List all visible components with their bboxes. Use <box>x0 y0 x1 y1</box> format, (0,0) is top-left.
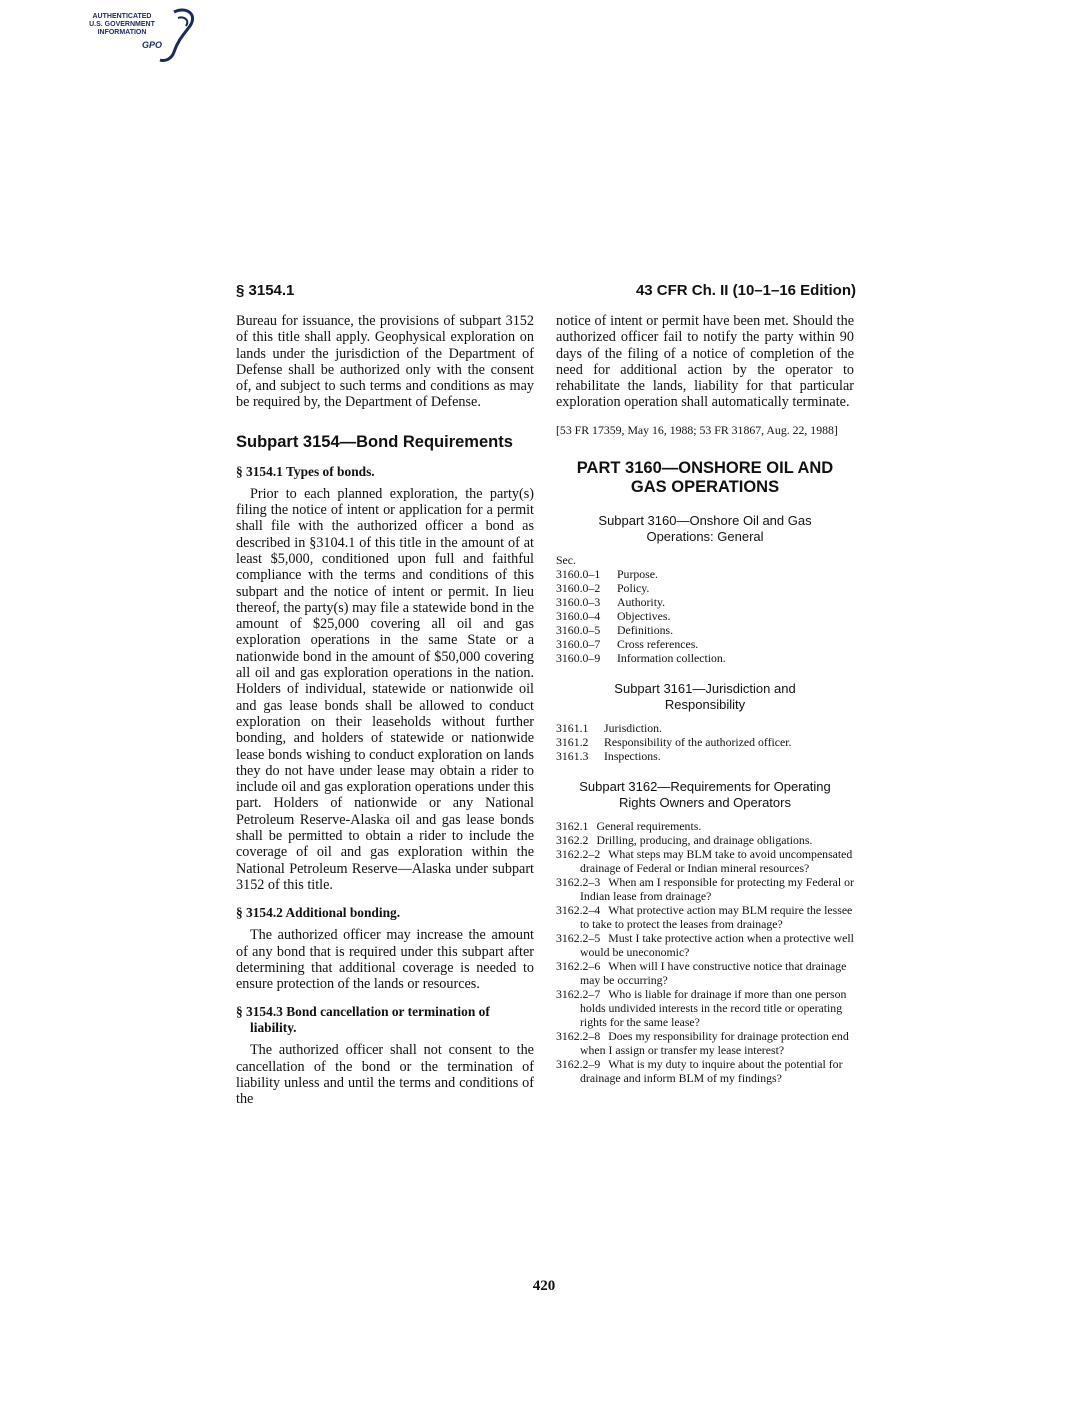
logo-line-1: AUTHENTICATED <box>92 13 152 20</box>
subpart-3160-line-2: Operations: General <box>646 528 764 544</box>
gpo-authenticated-logo <box>82 8 200 66</box>
eagle-icon <box>160 10 193 61</box>
section-3154-2-text: The authorized officer may increase the amount of any bond that is required under this subpart after determining that additional coverage is needed to ensure protection of the lands or resources. <box>236 927 534 993</box>
toc-number: 3162.2–3 <box>556 874 601 889</box>
list-item <box>556 903 854 931</box>
list-item <box>556 637 854 651</box>
list-item <box>556 875 854 903</box>
subpart-3162-line-2: Rights Owners and Operators <box>619 794 791 810</box>
toc-number: 3162.2–6 <box>556 958 601 973</box>
toc-number: 3160.0–4 <box>556 608 601 623</box>
toc-number: 3160.0–1 <box>556 566 601 581</box>
left-column <box>236 313 534 1108</box>
toc-title: When will I have constructive notice that drainage may be occurring? <box>580 958 847 987</box>
logo-gpo-mark: GPO <box>141 40 163 50</box>
list-item <box>556 595 854 609</box>
list-item <box>556 833 854 847</box>
toc-3162 <box>556 819 854 1085</box>
list-item <box>556 749 854 763</box>
toc-3161 <box>556 721 854 763</box>
subpart-3161-line-2: Responsibility <box>664 696 746 712</box>
subpart-3161-heading <box>556 681 854 713</box>
part-heading-line-2: GAS OPERATIONS <box>630 477 780 496</box>
part-3160-heading <box>556 459 854 497</box>
toc-number: 3160.0–7 <box>556 636 601 651</box>
section-3154-3-heading: § 3154.3 Bond cancellation or termination of liability. <box>236 1004 490 1036</box>
toc-title: What protective action may BLM require the lessee to take to protect the leases from drainage? <box>580 902 853 931</box>
section-3154-1-heading: § 3154.1 Types of bonds. <box>236 463 375 479</box>
toc-3160 <box>556 553 854 665</box>
toc-title: What steps may BLM take to avoid uncompensated drainage of Federal or Indian mineral resources? <box>580 846 853 875</box>
list-item <box>556 1029 854 1057</box>
list-item <box>556 987 854 1029</box>
toc-number: 3161.2 <box>556 734 589 749</box>
toc-title: Information collection. <box>617 650 726 665</box>
continuation-text-right: notice of intent or permit have been met. Should the authorized officer fail to notify the party within 90 days of the filing of a notice of completion of the need for additional action by the operator to rehabilitate the lands, liability for that particular exploration operation shall automatically terminate. <box>556 313 854 411</box>
toc-title: When am I responsible for protecting my Federal or Indian lease from drainage? <box>580 874 854 903</box>
toc-title: Must I take protective action when a protective well would be uneconomic? <box>580 930 854 959</box>
section-3154-3-text: The authorized officer shall not consent to the cancellation of the bond or the termination of liability unless and until the terms and conditions of the <box>236 1042 534 1108</box>
list-item <box>556 1057 854 1085</box>
toc-number: 3162.2–7 <box>556 986 601 1001</box>
toc-title: Drilling, producing, and drainage obligations. <box>596 832 813 847</box>
toc-title: Authority. <box>617 594 666 609</box>
toc-title: Inspections. <box>604 748 661 763</box>
subpart-3162-line-1: Subpart 3162—Requirements for Operating <box>579 778 831 794</box>
subpart-3162-heading <box>556 779 854 811</box>
toc-title: What is my duty to inquire about the potential for drainage and inform BLM of my findings? <box>580 1056 843 1085</box>
section-3154-2-heading: § 3154.2 Additional bonding. <box>236 905 401 921</box>
sec-label: Sec. <box>556 552 576 567</box>
toc-number: 3162.2–4 <box>556 902 601 917</box>
toc-number: 3160.0–5 <box>556 622 601 637</box>
list-item <box>556 735 854 749</box>
logo-line-2: U.S. GOVERNMENT <box>89 21 155 28</box>
section-header: § 3154.1 <box>236 282 295 299</box>
list-item <box>556 721 854 735</box>
list-item <box>556 959 854 987</box>
toc-number: 3162.2–2 <box>556 846 601 861</box>
toc-title: General requirements. <box>596 818 702 833</box>
toc-title: Jurisdiction. <box>604 720 662 735</box>
toc-number: 3160.0–3 <box>556 594 601 609</box>
toc-number: 3161.1 <box>556 720 589 735</box>
title-header: 43 CFR Ch. II (10–1–16 Edition) <box>635 282 856 299</box>
subpart-3161-line-1: Subpart 3161—Jurisdiction and <box>614 680 796 696</box>
subpart-3154-heading: Subpart 3154—Bond Requirements <box>236 432 513 451</box>
list-item <box>556 623 854 637</box>
toc-number: 3160.0–2 <box>556 580 601 595</box>
toc-number: 3162.2–8 <box>556 1028 601 1043</box>
logo-line-3: INFORMATION <box>97 29 147 36</box>
list-item <box>556 819 854 833</box>
list-item <box>556 609 854 623</box>
toc-title: Responsibility of the authorized officer. <box>604 734 792 749</box>
list-item <box>556 847 854 875</box>
subpart-3160-line-1: Subpart 3160—Onshore Oil and Gas <box>598 512 812 528</box>
part-heading-line-1: PART 3160—ONSHORE OIL AND <box>576 458 834 477</box>
list-item <box>556 931 854 959</box>
toc-title: Purpose. <box>617 566 658 581</box>
toc-title: Does my responsibility for drainage protection end when I assign or transfer my lease interest? <box>580 1028 849 1057</box>
subpart-3160-heading <box>556 513 854 545</box>
citation: [53 FR 17359, May 16, 1988; 53 FR 31867, Aug. 22, 1988] <box>556 422 838 437</box>
continuation-text: Bureau for issuance, the provisions of subpart 3152 of this title shall apply. Geophysical exploration on lands under the jurisdiction of the Department of Defense shall be authorized only with the consent of, and subject to such terms and conditions as may be required by, the Department of Defense. <box>236 313 534 411</box>
list-item <box>556 581 854 595</box>
toc-number: 3162.2–9 <box>556 1056 601 1071</box>
toc-number: 3162.2–5 <box>556 930 601 945</box>
section-3154-1-text: Prior to each planned exploration, the party(s) filing the notice of intent or application for a permit shall file with the authorized officer a bond as described in §3104.1 of this title in the amount of at least $5,000, conditioned upon full and faithful compliance with the terms and conditions of this subpart and the notice of intent or permit. In lieu thereof, the party(s) may file a statewide bond in the amount of $25,000 covering all oil and gas exploration operations in the same State or a nationwide bond in the amount of $50,000 covering all oil and gas exploration operations in the nation. Holders of individual, statewide or nationwide oil and gas lease bonds shall be allowed to conduct exploration on their leaseholds without further bonding, and holders of statewide or nationwide lease bonds wishing to conduct exploration on lands they do not have under lease may obtain a rider to include oil and gas exploration operations under this part. Holders of nationwide or any National Petroleum Reserve-Alaska oil and gas lease bonds shall be permitted to obtain a rider to include the coverage of oil and gas exploration within the National Petroleum Reserve—Alaska under subpart 3152 of this title. <box>236 485 534 893</box>
toc-title: Policy. <box>617 580 650 595</box>
right-column <box>556 313 854 1085</box>
toc-title: Definitions. <box>617 622 674 637</box>
list-item <box>556 651 854 665</box>
toc-number: 3162.2 <box>556 832 589 847</box>
toc-number: 3161.3 <box>556 748 589 763</box>
toc-title: Who is liable for drainage if more than one person holds undivided interests in the record title or operating rights for the same lease? <box>580 986 847 1029</box>
toc-number: 3162.1 <box>556 818 589 833</box>
toc-title: Cross references. <box>617 636 699 651</box>
toc-title: Objectives. <box>617 608 671 623</box>
toc-number: 3160.0–9 <box>556 650 601 665</box>
page-number: 420 <box>532 1278 556 1294</box>
list-item <box>556 567 854 581</box>
